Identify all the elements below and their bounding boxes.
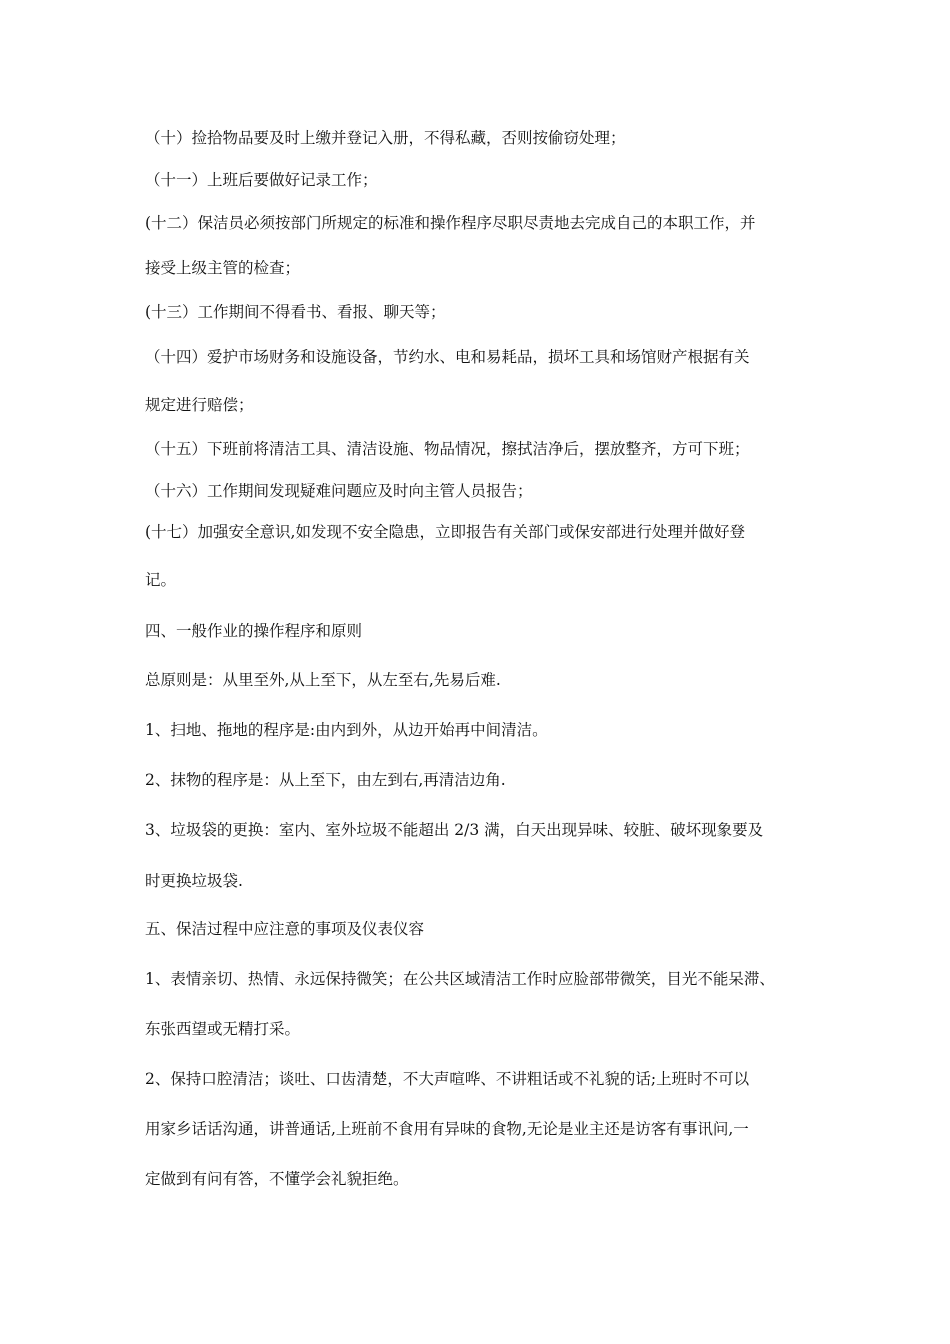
section-5-heading: 五、保洁过程中应注意的事项及仪表仪容 — [145, 920, 425, 938]
etiquette-1: 1、表情亲切、热情、永远保持微笑；在公共区域清洁工作时应脸部带微笑，目光不能呆滞、 — [145, 970, 775, 988]
etiquette-2-continued: 用家乡话话沟通，讲普通话,上班前不食用有异味的食物,无论是业主还是访客有事讯问,一 — [145, 1120, 749, 1138]
rule-13: (十三）工作期间不得看书、看报、聊天等； — [145, 303, 446, 321]
rule-15: （十五）下班前将清洁工具、清洁设施、物品情况，擦拭洁净后，摆放整齐，方可下班； — [145, 440, 750, 458]
procedure-2: 2、抹物的程序是：从上至下，由左到右,再清洁边角. — [145, 771, 506, 789]
rule-10: （十）捡拾物品要及时上缴并登记入册，不得私藏，否则按偷窃处理； — [145, 129, 626, 147]
etiquette-2: 2、保持口腔清洁；谈吐、口齿清楚，不大声喧哗、不讲粗话或不礼貌的话;上班时不可以 — [145, 1070, 750, 1088]
rule-12: (十二）保洁员必须按部门所规定的标准和操作程序尽职尽责地去完成自己的本职工作，并 — [145, 214, 756, 232]
procedure-3: 3、垃圾袋的更换：室内、室外垃圾不能超出 2/3 满，白天出现异味、较脏、破坏现象要及 — [145, 821, 764, 839]
rule-16: （十六）工作期间发现疑难问题应及时向主管人员报告； — [145, 482, 533, 500]
rule-14-continued: 规定进行赔偿； — [145, 396, 254, 414]
section-4-heading: 四、一般作业的操作程序和原则 — [145, 622, 363, 640]
general-principle: 总原则是：从里至外,从上至下，从左至右,先易后难. — [145, 671, 501, 689]
rule-17: (十七）加强安全意识,如发现不安全隐患，立即报告有关部门或保安部进行处理并做好登 — [145, 523, 745, 541]
rule-11: （十一）上班后要做好记录工作； — [145, 171, 378, 189]
rule-14: （十四）爱护市场财务和设施设备，节约水、电和易耗品，损坏工具和场馆财产根据有关 — [145, 348, 750, 366]
etiquette-1-continued: 东张西望或无精打采。 — [145, 1020, 301, 1038]
procedure-3-continued: 时更换垃圾袋. — [145, 872, 243, 890]
etiquette-2-end: 定做到有问有答，不懂学会礼貌拒绝。 — [145, 1170, 409, 1188]
rule-17-continued: 记。 — [145, 571, 177, 589]
rule-12-continued: 接受上级主管的检查； — [145, 259, 301, 277]
procedure-1: 1、扫地、拖地的程序是:由内到外，从边开始再中间清洁。 — [145, 721, 548, 739]
